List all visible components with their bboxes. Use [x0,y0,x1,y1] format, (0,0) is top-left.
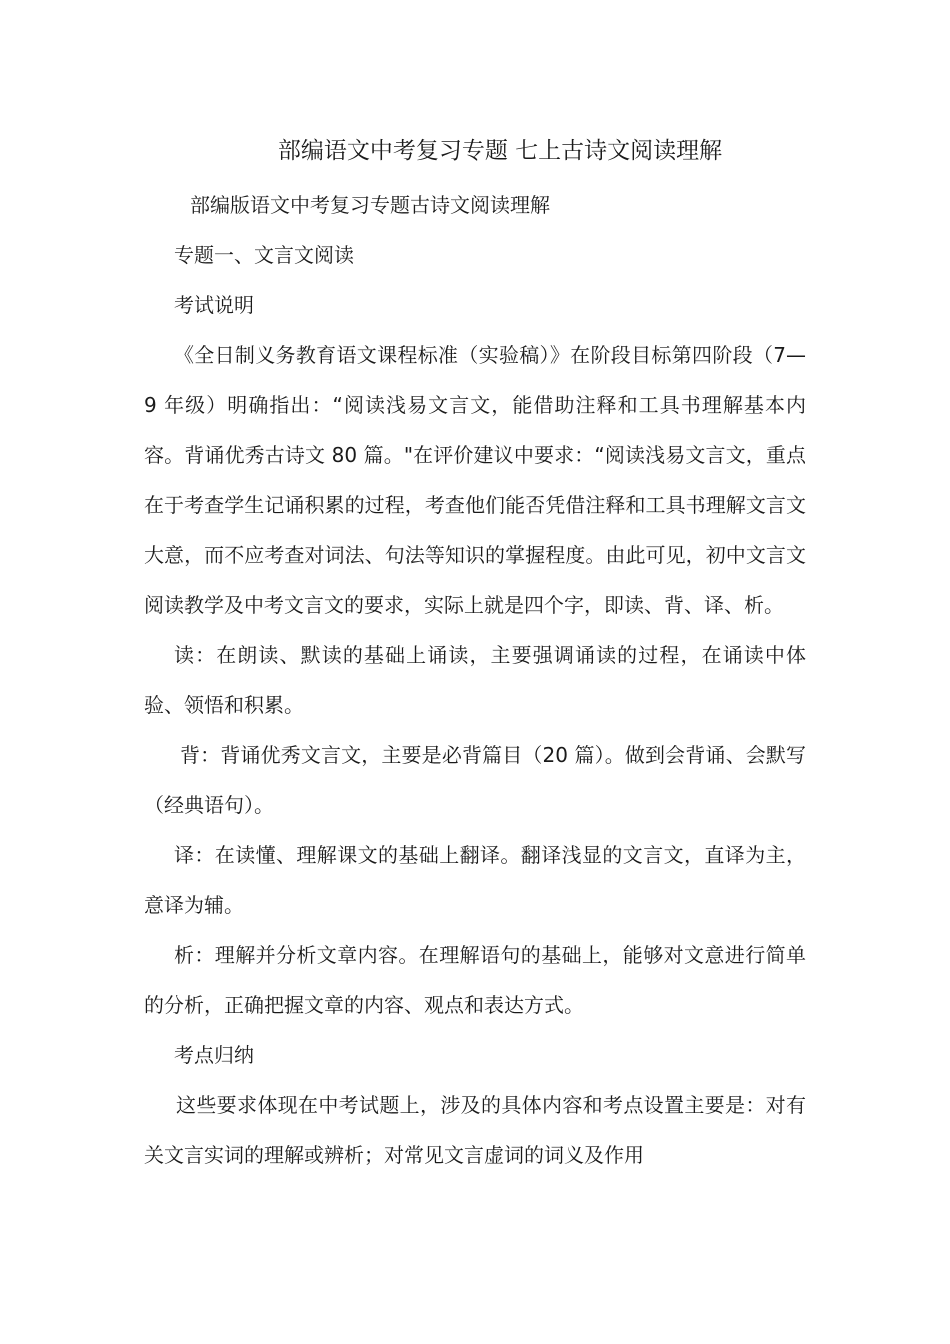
paragraph-points: 这些要求体现在中考试题上，涉及的具体内容和考点设置主要是：对有关文言实词的理解或辨析；对常见文言虚词的词义及作用 [144,1093,806,1167]
paragraph-analyze: 析：理解并分析文章内容。在理解语句的基础上，能够对文意进行简单的分析，正确把握文章的内容、观点和表达方式。 [144,943,806,1017]
paragraph-translate: 译：在读懂、理解课文的基础上翻译。翻译浅显的文言文，直译为主，意译为辅。 [144,843,806,917]
document-title: 部编语文中考复习专题 七上古诗文阅读理解 [277,138,723,164]
exam-heading: 考试说明 [174,293,254,317]
document-subtitle: 部编版语文中考复习专题古诗文阅读理解 [190,193,550,217]
section-heading: 专题一、文言文阅读 [174,243,354,267]
paragraph-recite: 背：背诵优秀文言文，主要是必背篇目（20 篇）。做到会背诵、会默写（经典语句）。 [144,743,806,817]
document-body [144,180,806,1180]
points-heading: 考点归纳 [174,1043,254,1067]
paragraph-standard: 《全日制义务教育语文课程标准（实验稿）》在阶段目标第四阶段（7—9 年级）明确指出：“阅读浅易文言文，能借助注释和工具书理解基本内容。背诵优秀古诗文 80 篇。"在评价建议中要求：“阅读浅易文言文，重点在于考查学生记诵积累的过程，考查他们能否凭借注释和工具书理解文言文大意，而不应考查对词法、句法等知识的掌握程度。由此可见，初中文言文阅读教学及中考文言文的要求，实际上就是四个字，即读、背、译、析。 [144,343,806,617]
paragraph-read: 读：在朗读、默读的基础上诵读，主要强调诵读的过程，在诵读中体验、领悟和积累。 [144,643,806,717]
